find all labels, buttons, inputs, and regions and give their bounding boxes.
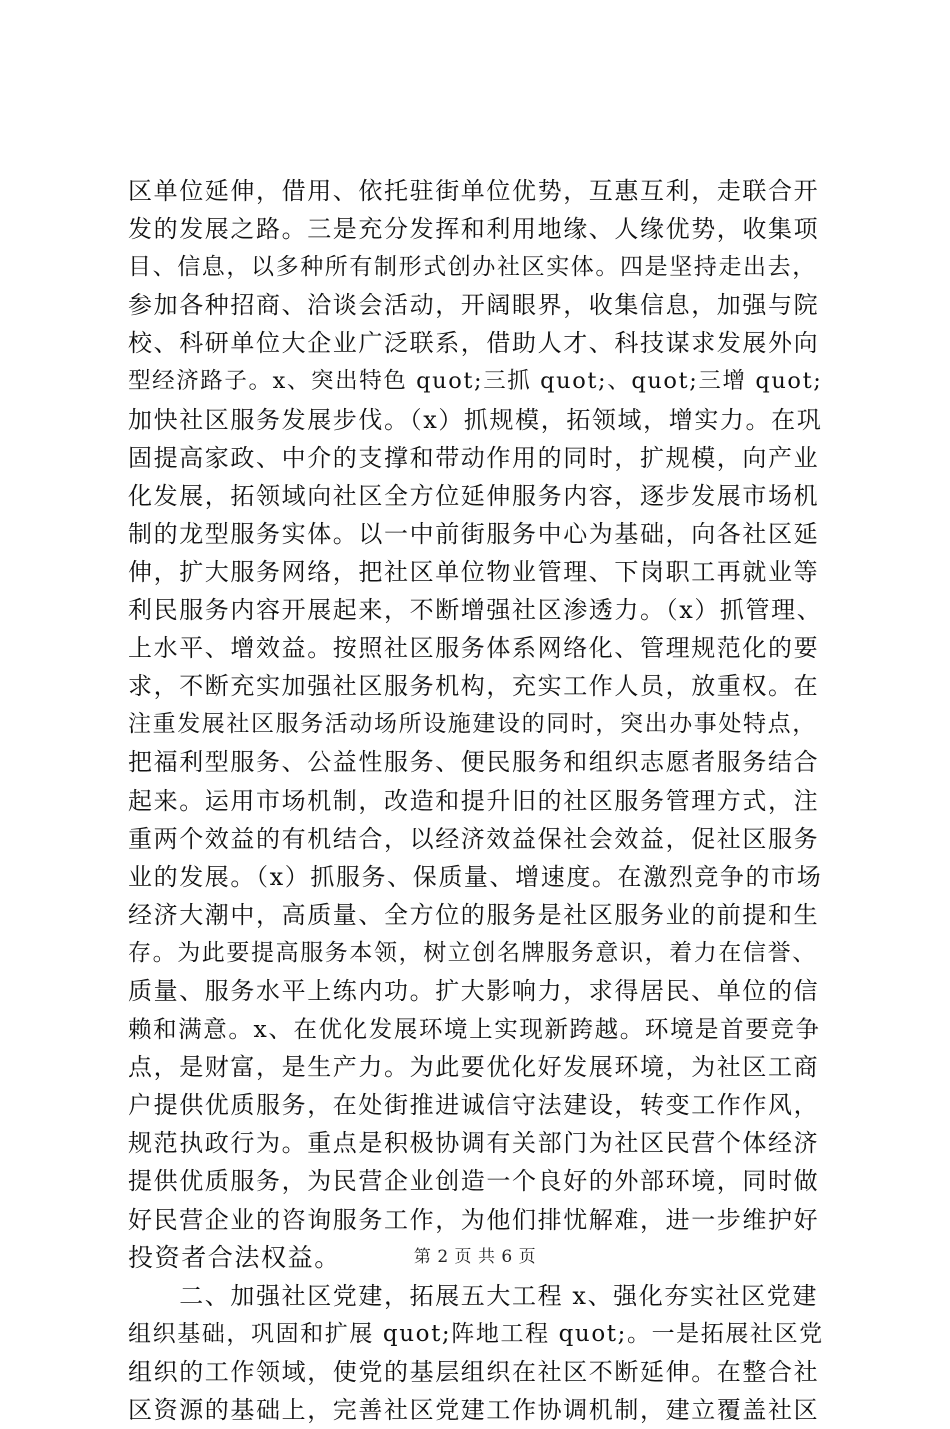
- text-line: 好民营企业的咨询服务工作，为他们排忧解难，进一步维护好: [128, 1205, 820, 1234]
- text-line: 区单位延伸，借用、依托驻街单位优势，互惠互利，走联合开: [128, 177, 820, 205]
- text-line: 组织的工作领域，使党的基层组织在社区不断延伸。在整合社: [128, 1357, 820, 1386]
- text-line: 校、科研单位大企业广泛联系，借助人才、科技谋求发展外向: [128, 329, 820, 358]
- text-line: 经济大潮中，高质量、全方位的服务是社区服务业的前提和生: [128, 900, 820, 929]
- text-line: 化发展，拓领域向社区全方位延伸服务内容，逐步发展市场机: [128, 481, 820, 510]
- page-footer: 第 2 页 共 6 页: [413, 1247, 537, 1267]
- text-line: 区资源的基础上，完善社区党建工作协调机制，建立覆盖社区: [128, 1396, 820, 1424]
- text-line: 质量、服务水平上练内功。扩大影响力，求得居民、单位的信: [128, 976, 820, 1005]
- text-line: 投资者合法权益。: [128, 1242, 341, 1272]
- text-line: 制的龙型服务实体。以一中前街服务中心为基础，向各社区延: [128, 519, 820, 548]
- text-line: 目、信息，以多种所有制形式创办社区实体。四是坚持走出去，: [128, 254, 817, 281]
- body-text: [128, 172, 828, 1429]
- text-line: 业的发展。（x）抓服务、保质量、增速度。在激烈竞争的市场: [128, 862, 823, 891]
- text-line: 固提高家政、中介的支撑和带动作用的同时，扩规模，向产业: [128, 443, 820, 472]
- text-line: 注重发展社区服务活动场所设施建设的同时，突出办事处特点，: [128, 711, 817, 738]
- text-line: 把福利型服务、公益性服务、便民服务和组织志愿者服务结合: [128, 748, 820, 777]
- text-line: 上水平、增效益。按照社区服务体系网络化、管理规范化的要: [128, 634, 820, 663]
- text-line: 点，是财富，是生产力。为此要优化好发展环境，为社区工商: [128, 1053, 820, 1082]
- text-line: 求，不断充实加强社区服务机构，充实工作人员，放重权。在: [128, 672, 820, 701]
- text-line: 加快社区服务发展步伐。（x）抓规模，拓领域，增实力。在巩: [128, 405, 823, 434]
- text-line: 起来。运用市场机制，改造和提升旧的社区服务管理方式，注: [128, 786, 820, 815]
- text-line: 重两个效益的有机结合，以经济效益保社会效益，促社区服务: [128, 824, 820, 853]
- text-line: 组织基础，巩固和扩展 quot;阵地工程 quot;。一是拓展社区党: [128, 1320, 824, 1347]
- text-line: 利民服务内容开展起来，不断增强社区渗透力。（x）抓管理、: [128, 596, 823, 625]
- text-line: 存。为此要提高服务本领，树立创名牌服务意识，着力在信誉、: [128, 939, 817, 966]
- text-line: 型经济路子。x、突出特色 quot;三抓 quot;、quot;三增 quot;: [128, 368, 823, 395]
- text-line: 户提供优质服务，在处街推进诚信守法建设，转变工作作风，: [128, 1091, 820, 1120]
- text-line: 二、加强社区党建，拓展五大工程 x、强化夯实社区党建: [128, 1281, 818, 1310]
- text-line: 规范执政行为。重点是积极协调有关部门为社区民营个体经济: [128, 1129, 820, 1158]
- text-line: 提供优质服务，为民营企业创造一个良好的外部环境，同时做: [128, 1167, 820, 1196]
- text-line: 伸，扩大服务网络，把社区单位物业管理、下岗职工再就业等: [128, 557, 820, 586]
- text-line: 参加各种招商、洽谈会活动，开阔眼界，收集信息，加强与院: [128, 291, 820, 320]
- text-line: 发的发展之路。三是充分发挥和利用地缘、人缘优势，收集项: [128, 215, 820, 244]
- text-line: 赖和满意。x、在优化发展环境上实现新跨越。环境是首要竞争: [128, 1015, 821, 1044]
